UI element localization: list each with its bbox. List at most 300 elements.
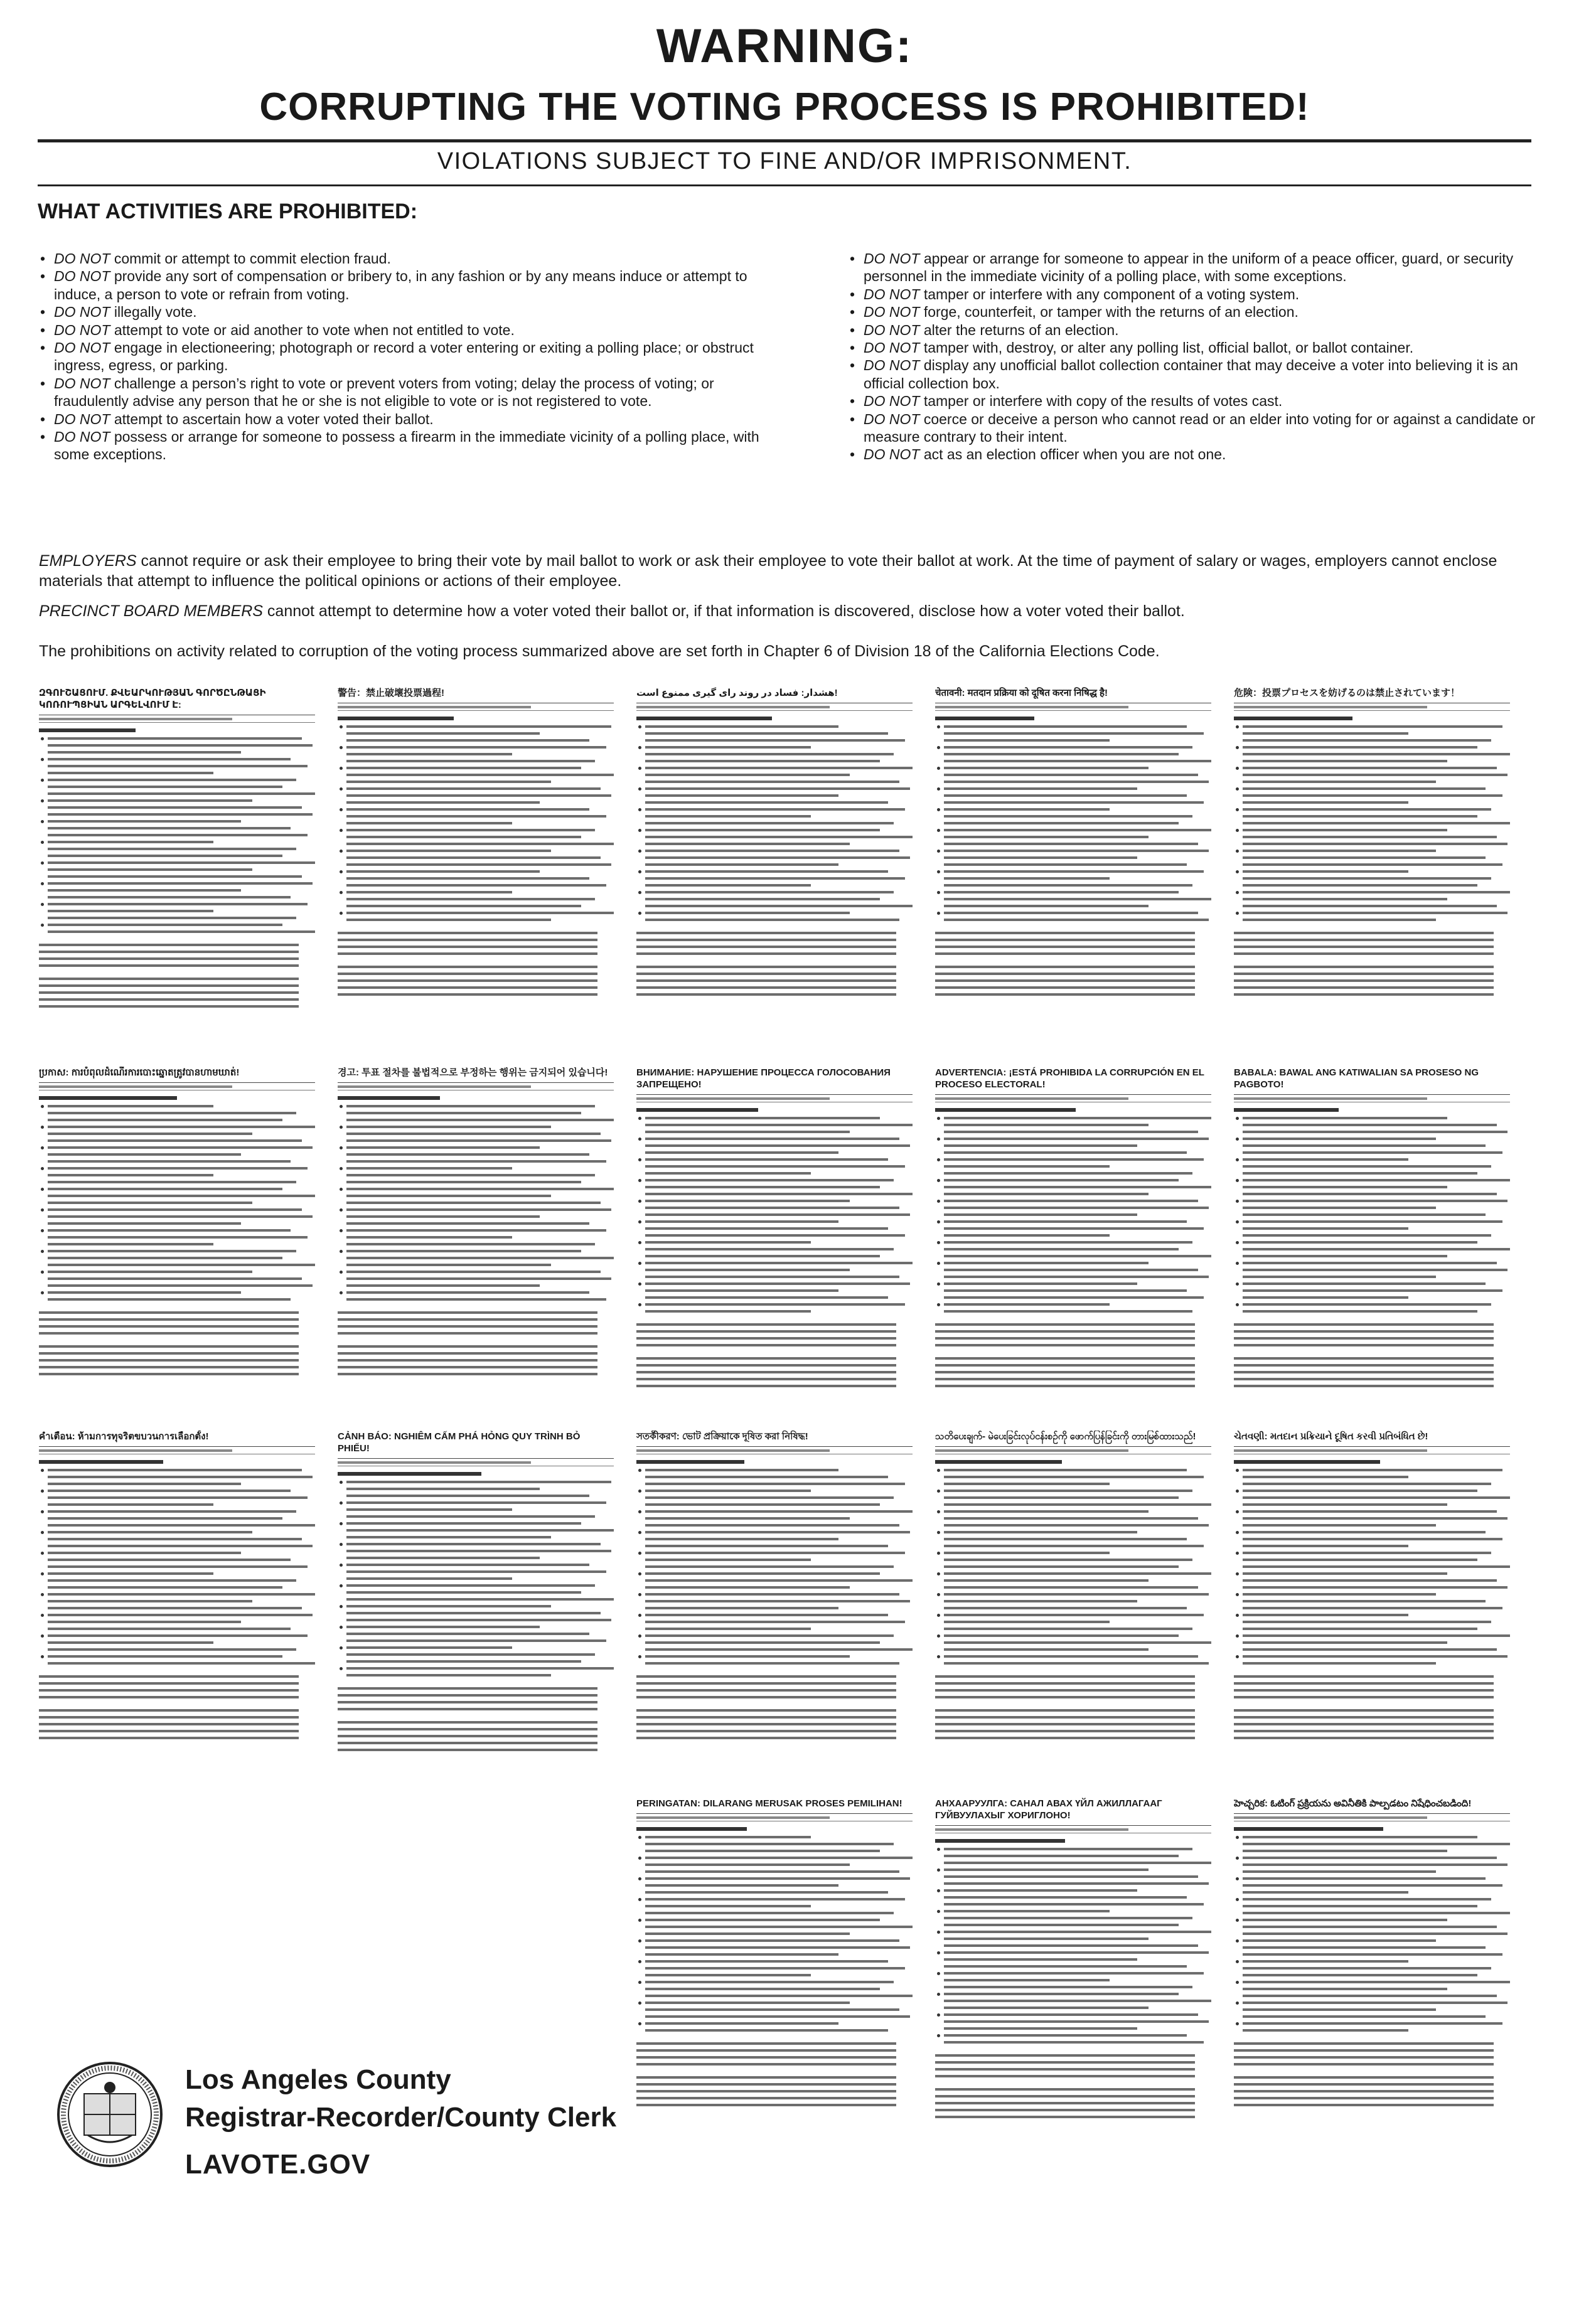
text-line-placeholder <box>645 2029 888 2032</box>
text-line-placeholder <box>48 799 252 802</box>
text-line-placeholder <box>48 827 291 829</box>
text-line-placeholder <box>48 930 315 933</box>
text-line-placeholder <box>645 856 910 859</box>
translation-section-line <box>1234 1827 1510 1831</box>
text-line-placeholder <box>935 2061 1195 2064</box>
text-line-placeholder <box>944 836 1149 838</box>
text-line-placeholder <box>1243 1220 1502 1223</box>
text-line-placeholder <box>944 1882 1209 1885</box>
translation-section-line <box>636 1460 913 1464</box>
text-line-placeholder <box>944 1117 1211 1119</box>
text-line-placeholder <box>1234 2049 1494 2052</box>
translation-subtitle-line <box>1234 1816 1510 1821</box>
do-not-prefix: DO NOT <box>54 321 110 338</box>
text-line-placeholder <box>346 1271 601 1273</box>
spacer <box>935 959 1211 966</box>
text-line-placeholder <box>346 1674 551 1676</box>
text-line-placeholder <box>935 2095 1195 2097</box>
text-line-placeholder <box>645 1124 913 1126</box>
spacer <box>39 937 315 944</box>
text-line-placeholder <box>1243 1241 1477 1244</box>
text-line-placeholder <box>346 1646 512 1649</box>
text-line-placeholder <box>346 1243 595 1245</box>
text-line-placeholder <box>1234 1371 1494 1373</box>
text-line-placeholder <box>346 1605 551 1607</box>
translation-panel <box>636 1798 913 2136</box>
text-line-placeholder <box>944 1220 1187 1223</box>
text-line-placeholder <box>1243 1614 1408 1616</box>
text-line-placeholder <box>48 1222 241 1225</box>
text-line-placeholder <box>48 875 302 878</box>
text-line-placeholder <box>636 952 896 955</box>
spacer <box>935 1703 1211 1709</box>
text-line-placeholder <box>1234 966 1494 968</box>
prohibited-item <box>39 321 770 339</box>
text-line-placeholder <box>1243 843 1507 845</box>
text-line-placeholder <box>39 978 299 980</box>
text-line-placeholder <box>944 767 1149 769</box>
translation-subtitle-line <box>338 706 614 711</box>
text-line-placeholder <box>1234 1696 1494 1698</box>
text-line-placeholder <box>346 1250 581 1252</box>
spacer <box>1234 2036 1510 2042</box>
prohibited-item-text: challenge a person’s right to vote or prevent voters from voting; delay the process of voting; or fraudulently advise any person that he or she is not eligible to vote or is not registered to vote. <box>54 375 714 410</box>
text-line-placeholder <box>1243 1531 1486 1533</box>
text-line-placeholder <box>935 1689 1195 1692</box>
employers-lead: EMPLOYERS <box>39 552 137 570</box>
text-line-placeholder <box>1243 1255 1447 1257</box>
website-link[interactable]: LAVOTE.GOV <box>185 2149 371 2180</box>
prohibited-item <box>849 321 1539 339</box>
text-line-placeholder <box>1243 1586 1507 1589</box>
text-line-placeholder <box>346 1495 589 1497</box>
translation-section-line <box>39 1460 315 1464</box>
do-not-prefix: DO NOT <box>864 285 920 302</box>
text-line-placeholder <box>636 1330 896 1333</box>
translation-subtitle-line <box>1234 706 1510 711</box>
do-not-prefix: DO NOT <box>864 304 920 321</box>
text-line-placeholder <box>1243 1939 1436 1942</box>
text-line-placeholder <box>944 1931 1211 1933</box>
translation-section-line <box>39 1096 315 1100</box>
text-line-placeholder <box>39 944 299 946</box>
county-seal-icon <box>56 2061 163 2168</box>
text-line-placeholder <box>944 2013 1198 2016</box>
text-line-placeholder <box>645 1172 811 1175</box>
text-line-placeholder <box>645 1490 811 1492</box>
text-line-placeholder <box>1243 1303 1491 1306</box>
text-line-placeholder <box>944 808 1110 811</box>
text-line-placeholder <box>645 1960 888 1963</box>
text-line-placeholder <box>338 993 597 996</box>
text-line-placeholder <box>48 765 308 767</box>
text-line-placeholder <box>1234 1344 1494 1346</box>
text-line-placeholder <box>636 2042 896 2045</box>
text-line-placeholder <box>636 2049 896 2052</box>
text-line-placeholder <box>935 2102 1195 2104</box>
text-line-placeholder <box>645 1648 913 1651</box>
text-line-placeholder <box>48 1476 313 1478</box>
text-line-placeholder <box>48 813 313 816</box>
text-line-placeholder <box>944 1938 1149 1940</box>
text-line-placeholder <box>1243 801 1408 804</box>
text-line-placeholder <box>48 758 291 760</box>
translation-heading: သတိပေးချက်- မဲပေးခြင်းလုပ်ငန်းစဉ်ကို ဖောက်ပြန်ခြင်းကို တားမြစ်ထားသည်! <box>935 1431 1211 1447</box>
text-line-placeholder <box>346 1119 614 1121</box>
text-line-placeholder <box>645 1905 811 1907</box>
text-line-placeholder <box>1243 1628 1477 1630</box>
text-line-placeholder <box>346 1105 595 1107</box>
translation-heading: CẢNH BÁO: NGHIÊM CẤM PHÁ HỎNG QUY TRÌNH BỎ PHIẾU! <box>338 1431 614 1459</box>
text-line-placeholder <box>944 856 1137 859</box>
text-line-placeholder <box>645 1469 838 1471</box>
text-line-placeholder <box>944 1248 1179 1250</box>
text-line-placeholder <box>48 772 213 774</box>
text-line-placeholder <box>48 1496 308 1499</box>
text-line-placeholder <box>645 877 905 880</box>
text-line-placeholder <box>645 836 913 838</box>
text-line-placeholder <box>645 1559 811 1561</box>
text-line-placeholder <box>645 1863 850 1866</box>
text-line-placeholder <box>48 924 282 926</box>
text-line-placeholder <box>636 1709 896 1712</box>
text-line-placeholder <box>346 1522 581 1525</box>
text-line-placeholder <box>935 1364 1195 1367</box>
text-line-placeholder <box>645 2002 850 2004</box>
text-line-placeholder <box>1234 2090 1494 2092</box>
text-line-placeholder <box>944 1165 1110 1168</box>
text-line-placeholder <box>1243 1912 1510 1914</box>
text-line-placeholder <box>1243 1165 1491 1168</box>
employers-paragraph <box>39 551 1533 591</box>
text-line-placeholder <box>944 1483 1110 1485</box>
text-line-placeholder <box>48 1215 313 1218</box>
text-line-placeholder <box>48 1153 241 1156</box>
text-line-placeholder <box>645 1241 811 1244</box>
text-line-placeholder <box>944 898 1211 900</box>
text-line-placeholder <box>944 877 1110 880</box>
text-line-placeholder <box>48 1490 291 1492</box>
text-line-placeholder <box>48 1243 213 1245</box>
text-line-placeholder <box>944 1875 1198 1878</box>
text-line-placeholder <box>944 1179 1179 1181</box>
prohibited-item <box>39 375 770 410</box>
text-line-placeholder <box>636 1371 896 1373</box>
text-line-placeholder <box>645 1531 910 1533</box>
text-line-placeholder <box>48 1483 241 1485</box>
text-line-placeholder <box>346 1577 512 1580</box>
text-line-placeholder <box>1234 1723 1494 1725</box>
text-line-placeholder <box>645 1836 811 1838</box>
text-line-placeholder <box>645 1296 888 1299</box>
text-line-placeholder <box>645 1884 838 1887</box>
text-line-placeholder <box>346 912 614 914</box>
text-line-placeholder <box>636 2083 896 2086</box>
text-line-placeholder <box>1243 1503 1447 1506</box>
text-line-placeholder <box>636 1357 896 1360</box>
text-line-placeholder <box>944 829 1211 831</box>
translation-subtitle-line <box>39 718 315 723</box>
text-line-placeholder <box>645 767 913 769</box>
text-line-placeholder <box>944 1276 1209 1278</box>
text-line-placeholder <box>39 1730 299 1732</box>
text-line-placeholder <box>636 1337 896 1340</box>
text-line-placeholder <box>48 1284 313 1287</box>
text-line-placeholder <box>346 1598 614 1601</box>
text-line-placeholder <box>1243 1870 1436 1873</box>
text-line-placeholder <box>346 1557 540 1559</box>
text-line-placeholder <box>645 1939 899 1942</box>
text-line-placeholder <box>944 1172 1192 1175</box>
text-line-placeholder <box>935 1723 1195 1725</box>
text-line-placeholder <box>338 1721 597 1724</box>
text-line-placeholder <box>1243 2008 1436 2011</box>
text-line-placeholder <box>48 1181 296 1183</box>
text-line-placeholder <box>346 829 595 831</box>
text-line-placeholder <box>39 1005 299 1008</box>
text-line-placeholder <box>935 973 1195 975</box>
prohibited-item-text: provide any sort of compensation or bribery to, in any fashion or by any means induce or attempt to induce, a person to vote or refrain from voting. <box>54 268 747 302</box>
text-line-placeholder <box>645 1974 811 1976</box>
text-line-placeholder <box>935 2054 1195 2057</box>
text-line-placeholder <box>346 863 611 866</box>
spacer <box>636 1317 913 1323</box>
text-line-placeholder <box>48 1621 241 1623</box>
text-line-placeholder <box>1243 1926 1497 1928</box>
text-line-placeholder <box>1243 753 1510 755</box>
text-line-placeholder <box>944 1531 1137 1533</box>
text-line-placeholder <box>944 1200 1198 1202</box>
text-line-placeholder <box>346 1564 589 1566</box>
text-line-placeholder <box>1234 1364 1494 1367</box>
text-line-placeholder <box>338 1366 597 1368</box>
spacer <box>1234 925 1510 932</box>
text-line-placeholder <box>645 1503 880 1506</box>
text-line-placeholder <box>1243 870 1408 873</box>
text-line-placeholder <box>944 1269 1198 1271</box>
text-line-placeholder <box>39 1345 299 1348</box>
text-line-placeholder <box>338 939 597 941</box>
text-line-placeholder <box>645 1600 910 1602</box>
text-line-placeholder <box>1243 1510 1497 1513</box>
text-line-placeholder <box>1243 1655 1507 1658</box>
text-line-placeholder <box>944 850 1209 852</box>
text-line-placeholder <box>636 1323 896 1326</box>
text-line-placeholder <box>346 794 611 797</box>
text-line-placeholder <box>645 822 894 824</box>
text-line-placeholder <box>338 973 597 975</box>
text-line-placeholder <box>346 815 606 818</box>
text-line-placeholder <box>39 984 299 987</box>
text-line-placeholder <box>346 843 614 845</box>
text-line-placeholder <box>48 855 282 857</box>
text-line-placeholder <box>39 951 299 953</box>
spacer <box>935 2048 1211 2054</box>
translation-heading: चेतावनी: मतदान प्रक्रिया को दूषित करना निषिद्ध है! <box>935 687 1211 703</box>
spacer <box>39 1669 315 1675</box>
text-line-placeholder <box>338 932 597 934</box>
prohibited-item <box>39 250 770 267</box>
text-line-placeholder <box>48 1208 302 1211</box>
text-line-placeholder <box>1234 1323 1494 1326</box>
text-line-placeholder <box>636 1689 896 1692</box>
text-line-placeholder <box>1243 1919 1447 1921</box>
text-line-placeholder <box>346 919 551 921</box>
text-line-placeholder <box>1243 760 1447 762</box>
text-line-placeholder <box>1243 1932 1507 1935</box>
do-not-prefix: DO NOT <box>54 339 110 356</box>
text-line-placeholder <box>1243 1282 1486 1285</box>
translation-panel <box>1234 1431 1510 1782</box>
text-line-placeholder <box>645 2022 838 2025</box>
spacer <box>338 1339 614 1345</box>
translation-panel <box>636 1431 913 1782</box>
text-line-placeholder <box>645 781 899 783</box>
text-line-placeholder <box>1243 1248 1510 1250</box>
text-line-placeholder <box>1243 746 1477 749</box>
translation-heading: PERINGATAN: DILARANG MERUSAK PROSES PEMILIHAN! <box>636 1798 913 1814</box>
text-line-placeholder <box>636 1723 896 1725</box>
text-line-placeholder <box>48 1167 308 1170</box>
text-line-placeholder <box>645 1131 850 1133</box>
text-line-placeholder <box>1243 898 1447 900</box>
text-line-placeholder <box>1243 1496 1510 1499</box>
text-line-placeholder <box>1243 863 1502 866</box>
text-line-placeholder <box>935 939 1195 941</box>
text-line-placeholder <box>39 1359 299 1362</box>
text-line-placeholder <box>645 863 838 866</box>
text-line-placeholder <box>935 993 1195 996</box>
text-line-placeholder <box>944 787 1137 790</box>
text-line-placeholder <box>1243 815 1477 818</box>
text-line-placeholder <box>48 1572 213 1575</box>
text-line-placeholder <box>944 1862 1211 1864</box>
text-line-placeholder <box>48 1614 313 1616</box>
text-line-placeholder <box>48 848 296 850</box>
prohibited-item-text: display any unofficial ballot collection container that may deceive a voter into believing it is an official collection box. <box>864 357 1518 392</box>
translation-panel <box>338 687 614 1048</box>
text-line-placeholder <box>645 1193 913 1195</box>
text-line-placeholder <box>944 1641 1211 1644</box>
text-line-placeholder <box>645 884 811 887</box>
text-line-placeholder <box>346 1508 512 1511</box>
text-line-placeholder <box>1243 1981 1510 1983</box>
text-line-placeholder <box>48 1188 282 1190</box>
employers-text: cannot require or ask their employee to bring their vote by mail ballot to work or ask their employee to vote their ballot at work. At the time of payment of salary or wages, employers cannot enclose materials that attempt to influence the political opinions or actions of their employee. <box>39 552 1497 590</box>
text-line-placeholder <box>944 1282 1137 1285</box>
text-line-placeholder <box>944 725 1187 728</box>
text-line-placeholder <box>39 998 299 1001</box>
text-line-placeholder <box>645 1255 880 1257</box>
spacer <box>338 1715 614 1721</box>
spacer <box>1234 2070 1510 2076</box>
text-line-placeholder <box>944 1910 1110 1912</box>
text-line-placeholder <box>1234 932 1494 934</box>
translation-subtitle-line <box>636 1816 913 1821</box>
text-line-placeholder <box>39 1332 299 1335</box>
text-line-placeholder <box>346 1264 551 1266</box>
text-line-placeholder <box>346 753 512 755</box>
translation-panel <box>338 1067 614 1418</box>
text-line-placeholder <box>48 1648 296 1651</box>
text-line-placeholder <box>1243 1138 1436 1140</box>
text-line-placeholder <box>346 1501 606 1504</box>
text-line-placeholder <box>1234 1378 1494 1380</box>
text-line-placeholder <box>636 939 896 941</box>
text-line-placeholder <box>1243 884 1477 887</box>
translation-heading: هشدار: فساد در روند رای گیری ممنوع است! <box>636 687 913 703</box>
translation-heading: ប្រកាស: ការបំពុលដំណើរការបោះឆ្នោតត្រូវបានហាមឃាត់! <box>39 1067 315 1083</box>
text-line-placeholder <box>645 1655 850 1658</box>
text-line-placeholder <box>346 1591 581 1594</box>
text-line-placeholder <box>645 1946 910 1949</box>
text-line-placeholder <box>48 1517 282 1520</box>
text-line-placeholder <box>48 1641 213 1644</box>
text-line-placeholder <box>1243 1524 1436 1527</box>
text-line-placeholder <box>48 1298 291 1301</box>
text-line-placeholder <box>48 903 308 905</box>
text-line-placeholder <box>944 1586 1198 1589</box>
text-line-placeholder <box>944 1896 1187 1899</box>
text-line-placeholder <box>636 973 896 975</box>
text-line-placeholder <box>1234 2056 1494 2059</box>
text-line-placeholder <box>346 787 601 790</box>
text-line-placeholder <box>338 1687 597 1690</box>
text-line-placeholder <box>48 751 241 754</box>
text-line-placeholder <box>944 732 1204 735</box>
translation-subtitle-line <box>338 1085 614 1090</box>
text-line-placeholder <box>338 952 597 955</box>
text-line-placeholder <box>1243 891 1510 893</box>
text-line-placeholder <box>1234 986 1494 989</box>
text-line-placeholder <box>935 979 1195 982</box>
text-line-placeholder <box>346 732 540 735</box>
text-line-placeholder <box>346 1543 601 1545</box>
text-line-placeholder <box>1243 1857 1497 1859</box>
text-line-placeholder <box>944 884 1192 887</box>
text-line-placeholder <box>1234 1689 1494 1692</box>
do-not-prefix: DO NOT <box>864 357 920 374</box>
text-line-placeholder <box>338 1728 597 1730</box>
text-line-placeholder <box>346 1202 601 1204</box>
text-line-placeholder <box>39 1311 299 1314</box>
text-line-placeholder <box>39 1689 299 1692</box>
precinct-text: cannot attempt to determine how a voter voted their ballot or, if that information is discovered, disclose how a voter voted their ballot. <box>262 602 1185 620</box>
text-line-placeholder <box>346 1550 611 1552</box>
translation-panel <box>935 1431 1211 1782</box>
text-line-placeholder <box>645 1586 850 1589</box>
text-line-placeholder <box>944 863 1187 866</box>
text-line-placeholder <box>39 1318 299 1321</box>
translation-section-line <box>39 728 315 732</box>
text-line-placeholder <box>944 912 1198 914</box>
text-line-placeholder <box>39 1723 299 1725</box>
text-line-placeholder <box>944 2027 1137 2030</box>
text-line-placeholder <box>48 1662 315 1665</box>
text-line-placeholder <box>1243 1269 1507 1271</box>
text-line-placeholder <box>944 1262 1149 1264</box>
text-line-placeholder <box>48 1160 291 1163</box>
prohibited-item-text: coerce or deceive a person who cannot read or an elder into voting for or against a candidate or measure contrary to their intent. <box>864 410 1536 445</box>
text-line-placeholder <box>48 1503 213 1506</box>
text-line-placeholder <box>1243 1124 1497 1126</box>
translation-panel <box>935 1067 1211 1418</box>
text-line-placeholder <box>346 739 589 742</box>
prohibited-item <box>849 285 1539 303</box>
text-line-placeholder <box>944 905 1149 907</box>
text-line-placeholder <box>1243 1552 1491 1554</box>
prohibited-item <box>39 339 770 375</box>
